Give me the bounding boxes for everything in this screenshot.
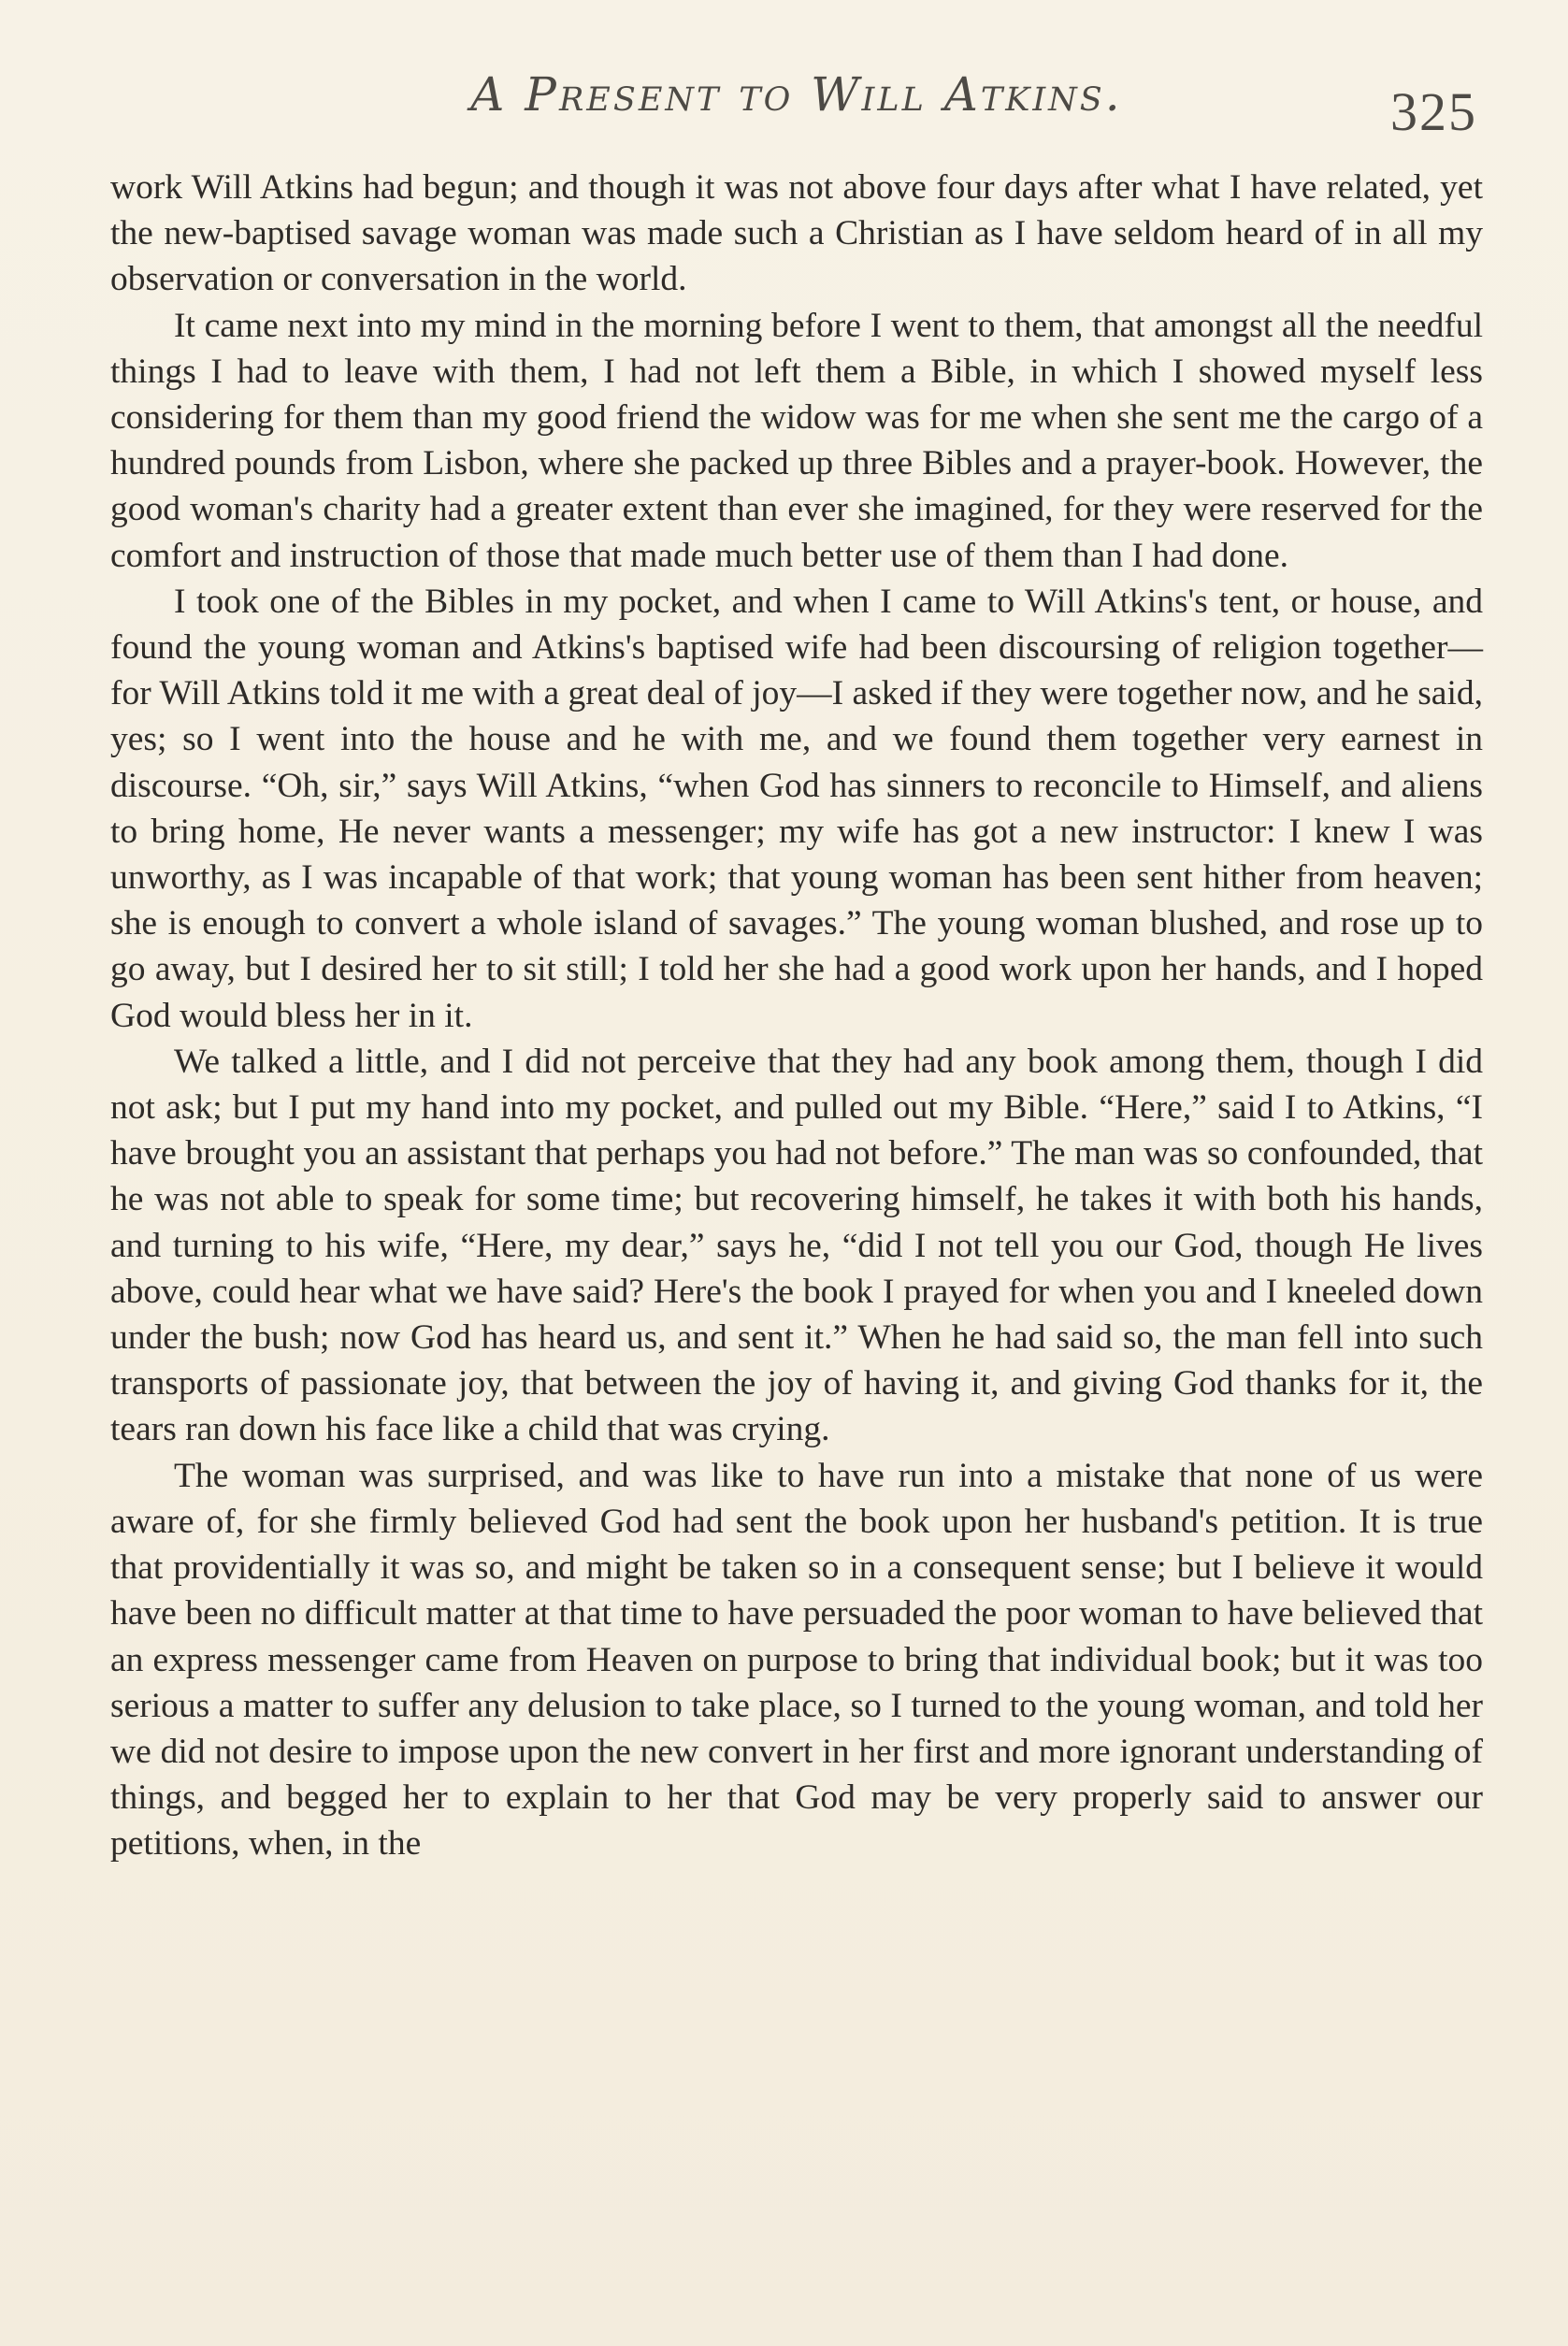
running-head	[110, 67, 1483, 142]
body-text	[110, 165, 1483, 1867]
paragraph-continued: work Will Atkins had begun; and though it was not above four days after what I have related, yet the new-baptised savage woman was made such a Christian as I have seldom heard of in all my observation or conversation in the world.	[110, 168, 1483, 299]
paragraph: The woman was surprised, and was like to have run into a mistake that none of us were aware of, for she firmly believed God had sent the book upon her husband's petition. It is true that providentially it was so, and might be taken so in a consequent sense; but I believe it would have been no difficult matter at that time to have persuaded the poor woman to have believed that an express messenger came from Heaven on purpose to bring that individual book; but it was too serious a matter to suffer any delusion to take place, so I turned to the young woman, and told her we did not desire to impose upon the new convert in her first and more ignorant understanding of things, and begged her to explain to her that God may be very properly said to answer our petitions, when, in the	[110, 1456, 1483, 1864]
paragraph: I took one of the Bibles in my pocket, and when I came to Will Atkins's tent, or house, and found the young woman and Atkins's baptised wife had been discoursing of religion together—for Will Atkins told it me with a great deal of joy—I asked if they were together now, and he said, yes; so I went into the house and he with me, and we found them together very earnest in discourse. “Oh, sir,” says Will Atkins, “when God has sinners to reconcile to Himself, and aliens to bring home, He never wants a messenger; my wife has got a new instructor: I knew I was unworthy, as I was incapable of that work; that young woman has been sent hither from heaven; she is enough to convert a whole island of savages.” The young woman blushed, and rose up to go away, but I desired her to sit still; I told her she had a good work upon her hands, and I hoped God would bless her in it.	[110, 582, 1483, 1035]
paragraph: We talked a little, and I did not perceive that they had any book among them, though I did not ask; but I put my hand into my pocket, and pulled out my Bible. “Here,” said I to Atkins, “I have brought you an assistant that perhaps you had not before.” The man was so confounded, that he was not able to speak for some time; but recovering himself, he takes it with both his hands, and turning to his wife, “Here, my dear,” says he, “did I not tell you our God, though He lives above, could hear what we have said? Here's the book I prayed for when you and I kneeled down under the bush; now God has heard us, and sent it.” When he had said so, the man fell into such transports of passionate joy, that between the joy of having it, and giving God thanks for it, the tears ran down his face like a child that was crying.	[110, 1042, 1483, 1449]
paragraph: It came next into my mind in the morning before I went to them, that amongst all the needful things I had to leave with them, I had not left them a Bible, in which I showed myself less considering for them than my good friend the widow was for me when she sent me the cargo of a hundred pounds from Lisbon, where she packed up three Bibles and a prayer-book. However, the good woman's charity had a greater extent than ever she imagined, for they were reserved for the comfort and instruction of those that made much better use of them than I had done.	[110, 306, 1483, 575]
running-title: A Present to Will Atkins.	[470, 67, 1123, 122]
page-number: 325	[1390, 81, 1477, 142]
